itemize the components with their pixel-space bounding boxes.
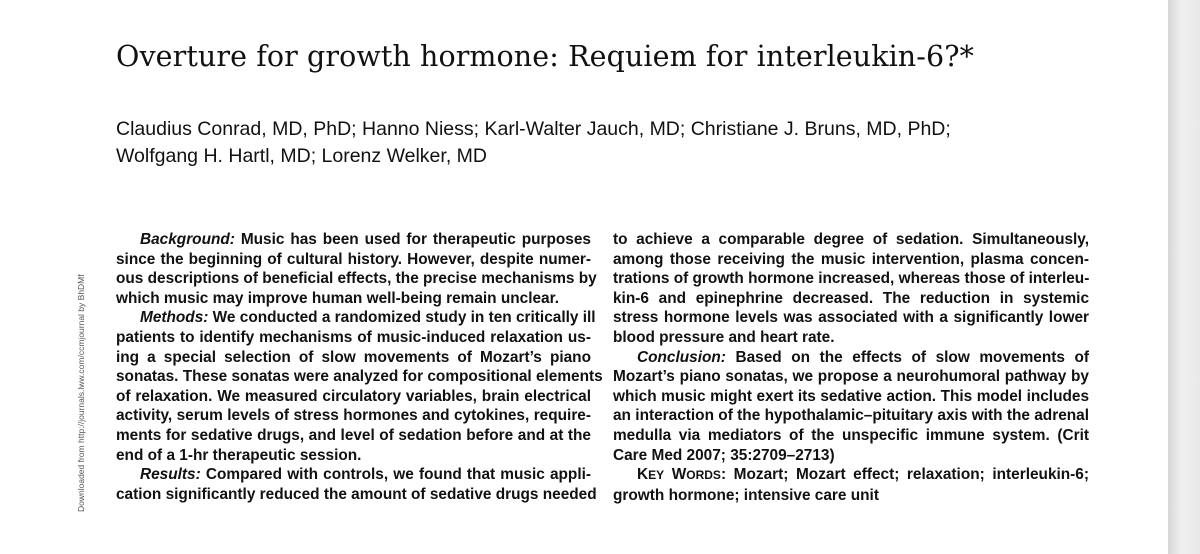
abstract-text: cation significantly reduced the amount of sedative drugs needed [116,485,597,503]
abstract-text: of relaxation. We measured circulatory variables, brain electrical [116,387,591,405]
abstract-text: to achieve a comparable degree of sedation. Simultaneously, [613,231,1089,248]
abstract-line [116,406,591,426]
abstract-text: which music may improve human well-being remain unclear. [116,289,560,307]
abstract-line [116,230,591,250]
abstract-text: Mozart’s piano sonatas, we propose a neurohumoral pathway by [613,368,1089,386]
section-label: Background: [140,231,235,248]
abstract-line [116,250,591,270]
download-watermark: Downloaded from http://journals.lww.com/ccmjournal by BhDMf [76,274,86,512]
author-line: Claudius Conrad, MD, PhD; Hanno Niess; Karl-Walter Jauch, MD; Christiane J. Bruns, MD, PhD; [116,118,951,140]
keywords-label-part: : [720,466,727,484]
abstract-text: end of a 1-hr therapeutic session. [116,446,362,464]
abstract-line [613,387,1089,407]
abstract-line [613,289,1089,309]
abstract-line [116,269,597,289]
abstract-text: Music has been used for therapeutic purposes [234,231,591,248]
abstract-line [116,348,591,368]
abstract-right-lines [613,230,1089,465]
abstract-text: patients to identify mechanisms of music-induced relaxation us- [116,328,591,346]
abstract-text: We conducted a randomized study in ten critically ill [208,309,596,327]
abstract-text: medulla via mediators of the unspecific immune system. (Crit [613,426,1089,444]
abstract-text: Based on the effects of slow movements of [725,348,1089,366]
abstract-text: ments for sedative drugs, and level of sedation before and at the [116,426,591,444]
abstract-line [116,465,591,485]
abstract-line [613,426,1089,446]
abstract-text: stress hormone levels was associated with a significantly lower [613,309,1089,327]
section-label: Results: [140,466,201,484]
abstract-line [116,289,591,309]
abstract-column-right [613,230,1089,505]
abstract-line [116,367,603,387]
abstract-text: Care Med 2007; 35:2709–2713) [613,446,835,464]
abstract-text: among those receiving the music intervention, plasma concen- [613,250,1089,268]
abstract-line [116,485,597,505]
abstract-line [613,269,1089,289]
keywords-line [613,465,1089,486]
author-list [116,116,1126,170]
keywords-label-part: EY [648,468,665,483]
abstract-column-left [116,230,603,504]
abstract-line [613,230,1089,250]
abstract-text: ing a special selection of slow movements of Mozart’s piano [116,348,591,366]
abstract-text: activity, serum levels of stress hormones and cytokines, require- [116,407,591,425]
page-edge [1168,0,1200,554]
abstract-text: sonatas. These sonatas were analyzed for compositional elements [116,368,603,386]
abstract-text: an interaction of the hypothalamic–pituitary axis with the adrenal [613,407,1089,425]
abstract-line [613,446,1089,466]
section-label: Conclusion: [637,348,726,366]
abstract-line [116,328,591,348]
abstract-text: Compared with controls, we found that music appli- [200,466,591,484]
author-line: Wolfgang H. Hartl, MD; Lorenz Welker, MD [116,145,487,167]
abstract-line [116,426,591,446]
abstract-line [116,387,591,407]
abstract-text: which music might exert its sedative action. This model includes [613,387,1089,405]
keywords-label-part: K [637,466,649,484]
abstract-text: ous descriptions of beneficial effects, the precise mechanisms by [116,270,597,288]
abstract-line [613,406,1089,426]
keywords-line: growth hormone; intensive care unit [613,486,879,504]
section-label: Methods: [140,309,209,327]
keywords-text: Mozart; Mozart effect; relaxation; interleukin-6; [726,466,1089,484]
keywords-label-part: W [664,466,687,484]
abstract-line [116,308,596,328]
abstract-line [613,367,1089,387]
abstract-line [613,308,1089,328]
keywords-label [637,466,726,483]
abstract-text: blood pressure and heart rate. [613,328,835,346]
abstract-text: kin-6 and epinephrine decreased. The reduction in systemic [613,289,1089,307]
keywords-label-part: ORDS [686,468,721,483]
abstract-line [613,348,1089,368]
abstract-line [116,446,591,466]
abstract-line [613,250,1089,270]
abstract-line [613,328,1089,348]
paper-title: Overture for growth hormone: Requiem for interleukin-6?* [116,40,974,73]
abstract-text: since the beginning of cultural history. However, despite numer- [116,250,591,268]
abstract-text: trations of growth hormone increased, whereas those of interleu- [613,270,1090,288]
